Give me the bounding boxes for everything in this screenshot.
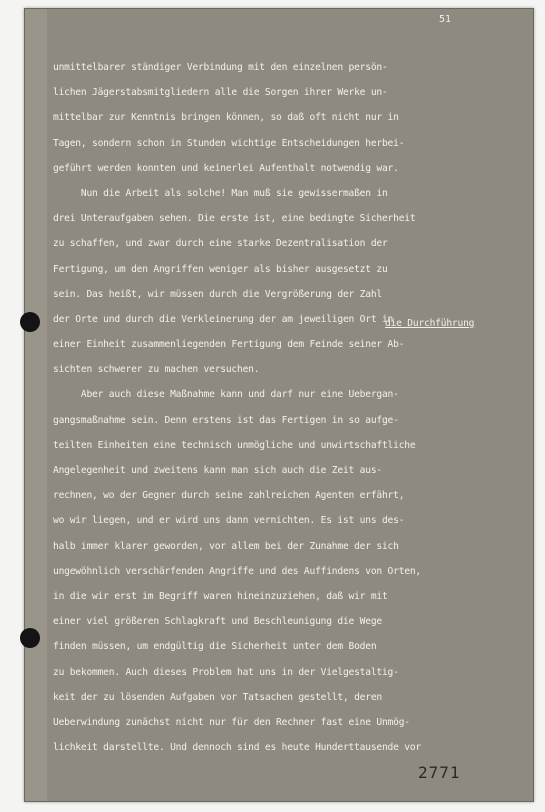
text-line: keit der zu lösenden Aufgaben vor Tatsachen gestellt, deren bbox=[53, 691, 382, 703]
text-line: unmittelbarer ständiger Verbindung mit den einzelnen persön- bbox=[53, 62, 388, 73]
text-line: lichen Jägerstabsmitgliedern alle die Sorgen ihrer Werke un- bbox=[53, 87, 388, 99]
text-line: Aber auch diese Maßnahme kann und darf nur eine Uebergan- bbox=[53, 389, 399, 401]
text-line: Ueberwindung zunächst nicht nur für den Rechner fast eine Unmög- bbox=[53, 716, 410, 728]
text-line: sein. Das heißt, wir müssen durch die Vergrößerung der Zahl bbox=[53, 288, 382, 300]
text-line: Tagen, sondern schon in Stunden wichtige Entscheidungen herbei- bbox=[53, 137, 405, 149]
text-line: wo wir liegen, und er wird uns dann vernichten. Es ist uns des- bbox=[53, 515, 405, 527]
text-line: zu schaffen, und zwar durch eine starke Dezentralisation der bbox=[53, 238, 388, 250]
text-line: in die wir erst im Begriff waren hineinzuziehen, daß wir mit bbox=[53, 590, 388, 602]
text-line: finden müssen, um endgültig die Sicherheit unter dem Boden bbox=[53, 641, 377, 653]
text-line: ungewöhnlich verschärfenden Angriffe und des Auffindens von Orten, bbox=[53, 565, 422, 577]
text-line: mittelbar zur Kenntnis bringen können, so daß oft nicht nur in bbox=[53, 112, 399, 124]
document-page bbox=[24, 8, 534, 802]
text-line: der Orte und durch die Verkleinerung der am jeweiligen Ort in bbox=[53, 313, 394, 325]
text-line: zu bekommen. Auch dieses Problem hat uns in der Vielgestaltig- bbox=[53, 666, 399, 678]
body-text bbox=[53, 55, 531, 760]
text-line: halb immer klarer geworden, vor allem bei der Zunahme der sich bbox=[53, 540, 399, 552]
handwritten-insertion: die Durchführung bbox=[385, 318, 475, 329]
text-line: Angelegenheit und zweitens kann man sich auch die Zeit aus- bbox=[53, 465, 382, 476]
text-line: sichten schwerer zu machen versuchen. bbox=[53, 364, 260, 376]
text-line: rechnen, wo der Gegner durch seine zahlreichen Agenten erfährt, bbox=[53, 490, 405, 502]
page-number: 51 bbox=[439, 14, 452, 25]
punch-hole bbox=[20, 628, 40, 648]
text-line: einer viel größeren Schlagkraft und Beschleunigung die Wege bbox=[53, 616, 382, 628]
text-line: drei Unteraufgaben sehen. Die erste ist, eine bedingte Sicherheit bbox=[53, 213, 416, 225]
text-line: teilten Einheiten eine technisch unmögliche und unwirtschaftliche bbox=[53, 439, 416, 451]
page-edge bbox=[25, 9, 47, 801]
text-line: einer Einheit zusammenliegenden Fertigung dem Feinde seiner Ab- bbox=[53, 339, 405, 351]
text-line: lichkeit darstellte. Und dennoch sind es heute Hunderttausende vor bbox=[53, 742, 422, 754]
punch-hole bbox=[20, 312, 40, 332]
text-line: Fertigung, um den Angriffen weniger als bisher ausgesetzt zu bbox=[53, 263, 388, 275]
archive-stamp-number: 2771 bbox=[418, 763, 461, 782]
text-line: geführt werden konnten und keinerlei Aufenthalt notwendig war. bbox=[53, 162, 399, 174]
text-line: gangsmaßnahme sein. Denn erstens ist das Fertigen in so aufge- bbox=[53, 414, 399, 426]
text-line: Nun die Arbeit als solche! Man muß sie gewissermaßen in bbox=[53, 187, 388, 199]
